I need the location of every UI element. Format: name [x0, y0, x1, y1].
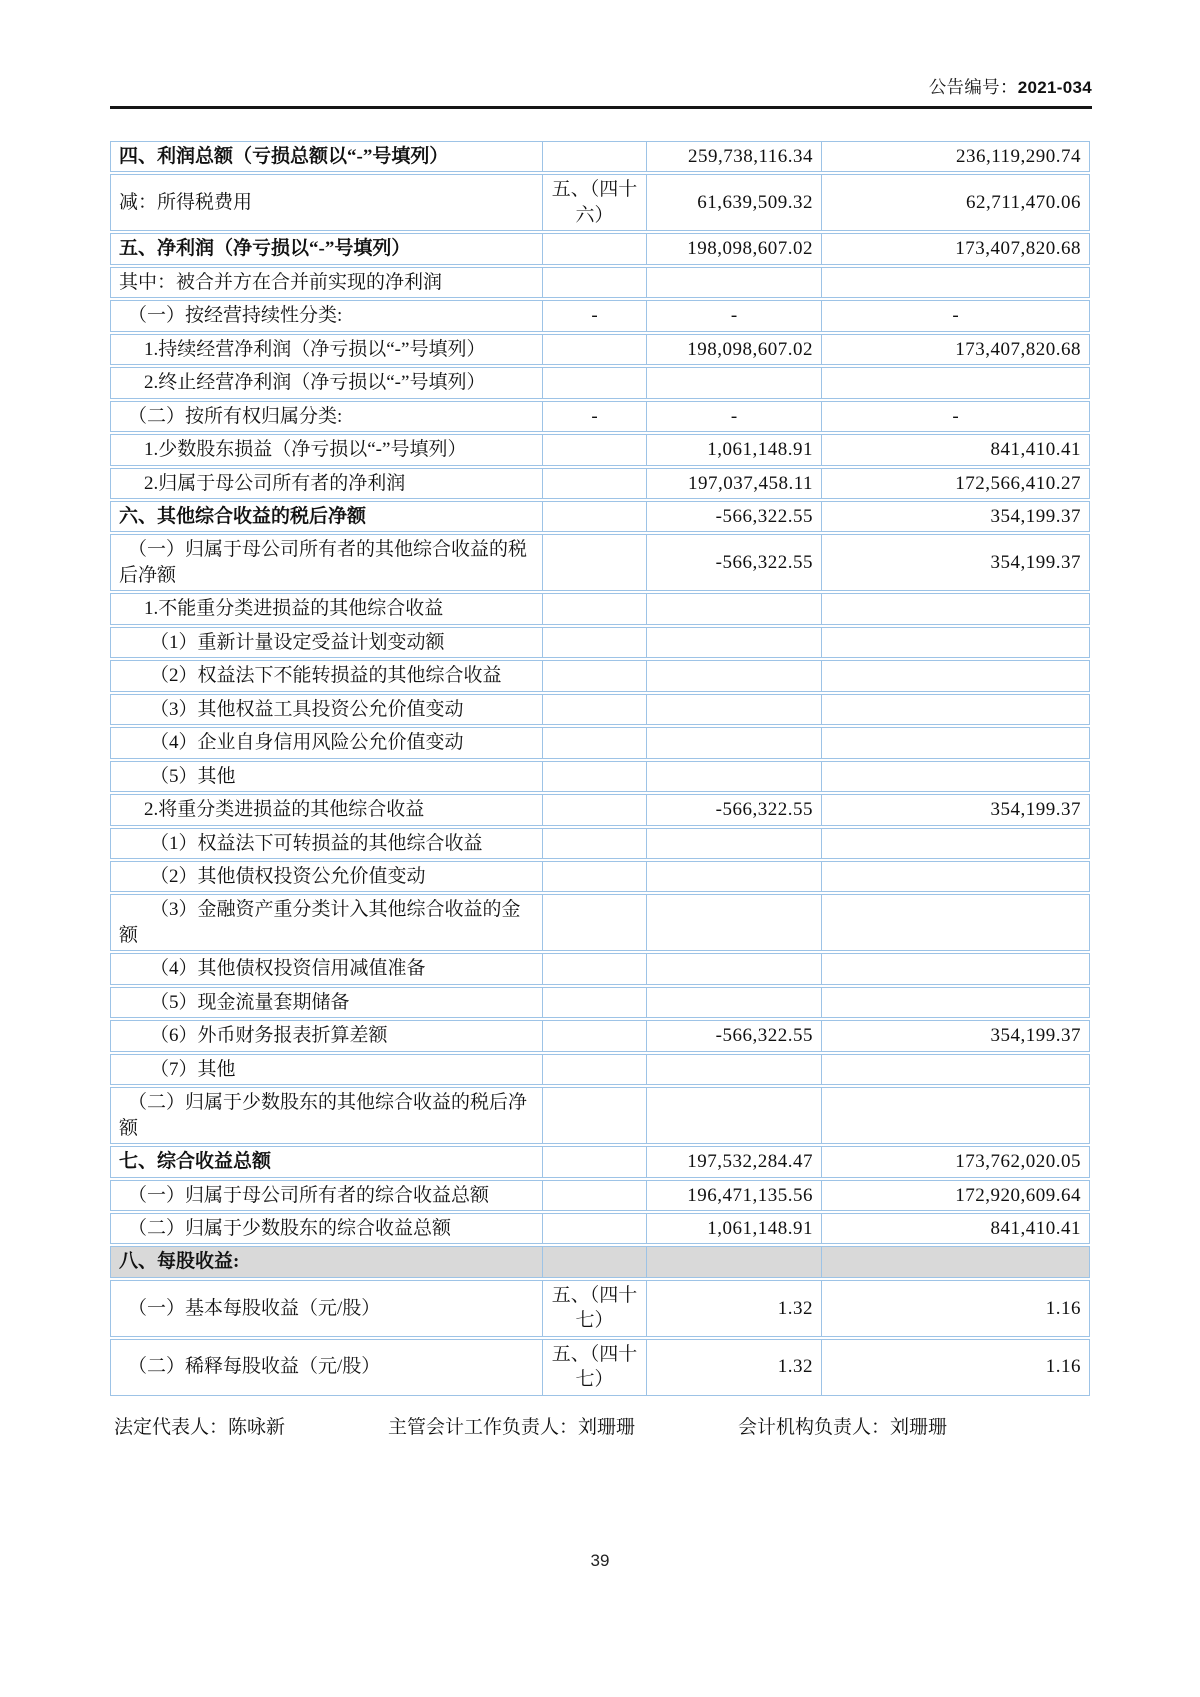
accounting-department-head: 会计机构负责人：刘珊珊	[738, 1417, 948, 1438]
table-row	[110, 794, 1090, 825]
table-row	[110, 1146, 1090, 1177]
current-period-value-cell: 198,098,607.02	[647, 233, 822, 264]
current-period-value-cell	[647, 694, 822, 725]
current-period-value-cell: -566,322.55	[647, 1020, 822, 1051]
current-period-value-cell: 1,061,148.91	[647, 434, 822, 465]
item-label-cell: （1）重新计量设定受益计划变动额	[110, 627, 543, 658]
table-row	[110, 1054, 1090, 1085]
item-label-cell: （4）其他债权投资信用减值准备	[110, 953, 543, 984]
note-reference-cell	[543, 1246, 647, 1277]
item-label-cell: 八、每股收益:	[110, 1246, 543, 1277]
announcement-label: 公告编号：	[928, 77, 1018, 97]
table-row	[110, 1280, 1090, 1337]
note-reference-cell: -	[543, 300, 647, 331]
income-statement-table	[110, 139, 1090, 1398]
item-label-cell: 2.将重分类进损益的其他综合收益	[110, 794, 543, 825]
item-label-cell: 六、其他综合收益的税后净额	[110, 501, 543, 532]
current-period-value-cell: -566,322.55	[647, 534, 822, 591]
current-period-value-cell: 1,061,148.91	[647, 1213, 822, 1244]
legal-representative: 法定代表人：陈咏新	[114, 1417, 286, 1438]
chief-accounting-officer: 主管会计工作负责人：刘珊珊	[388, 1417, 636, 1438]
table-row	[110, 1087, 1090, 1144]
current-period-value-cell: 61,639,509.32	[647, 174, 822, 231]
item-label-cell: （二）归属于少数股东的综合收益总额	[110, 1213, 543, 1244]
note-reference-cell	[543, 233, 647, 264]
prior-period-value-cell: 172,566,410.27	[822, 468, 1090, 499]
prior-period-value-cell	[822, 367, 1090, 398]
current-period-value-cell	[647, 861, 822, 892]
prior-period-value-cell: 841,410.41	[822, 1213, 1090, 1244]
item-label-cell: （二）稀释每股收益（元/股）	[110, 1339, 543, 1396]
table-row	[110, 1180, 1090, 1211]
note-reference-cell	[543, 367, 647, 398]
table-row	[110, 627, 1090, 658]
table-row	[110, 1020, 1090, 1051]
prior-period-value-cell: 172,920,609.64	[822, 1180, 1090, 1211]
current-period-value-cell: 198,098,607.02	[647, 334, 822, 365]
note-reference-cell	[543, 501, 647, 532]
table-row	[110, 233, 1090, 264]
note-reference-cell	[543, 1146, 647, 1177]
prior-period-value-cell	[822, 1054, 1090, 1085]
item-label-cell: （3）其他权益工具投资公允价值变动	[110, 694, 543, 725]
note-reference-cell	[543, 1087, 647, 1144]
note-reference-cell	[543, 1180, 647, 1211]
prior-period-value-cell: 354,199.37	[822, 534, 1090, 591]
prior-period-value-cell: 354,199.37	[822, 1020, 1090, 1051]
prior-period-value-cell	[822, 1087, 1090, 1144]
current-period-value-cell	[647, 267, 822, 298]
table-row	[110, 1213, 1090, 1244]
item-label-cell: 减：所得税费用	[110, 174, 543, 231]
table-row	[110, 761, 1090, 792]
note-reference-cell	[543, 1054, 647, 1085]
note-reference-cell: 五、（四十六）	[543, 174, 647, 231]
prior-period-value-cell	[822, 861, 1090, 892]
current-period-value-cell: 196,471,135.56	[647, 1180, 822, 1211]
current-period-value-cell: 197,532,284.47	[647, 1146, 822, 1177]
page-number: 39	[590, 1551, 610, 1570]
item-label-cell: 1.少数股东损益（净亏损以“-”号填列）	[110, 434, 543, 465]
item-label-cell: 1.持续经营净利润（净亏损以“-”号填列）	[110, 334, 543, 365]
note-reference-cell	[543, 694, 647, 725]
table-row	[110, 367, 1090, 398]
current-period-value-cell	[647, 660, 822, 691]
current-period-value-cell: 259,738,116.34	[647, 141, 822, 172]
note-reference-cell	[543, 468, 647, 499]
note-reference-cell	[543, 727, 647, 758]
current-period-value-cell	[647, 367, 822, 398]
table-row	[110, 534, 1090, 591]
current-period-value-cell	[647, 828, 822, 859]
table-row	[110, 727, 1090, 758]
prior-period-value-cell	[822, 1246, 1090, 1277]
table-row	[110, 174, 1090, 231]
prior-period-value-cell	[822, 727, 1090, 758]
signatories-row	[110, 1412, 1092, 1442]
table-row	[110, 987, 1090, 1018]
item-label-cell: （3）金融资产重分类计入其他综合收益的金额	[110, 894, 543, 951]
item-label-cell: （2）其他债权投资公允价值变动	[110, 861, 543, 892]
item-label-cell: 其中：被合并方在合并前实现的净利润	[110, 267, 543, 298]
note-reference-cell	[543, 987, 647, 1018]
current-period-value-cell: -	[647, 401, 822, 432]
current-period-value-cell: 197,037,458.11	[647, 468, 822, 499]
table-row	[110, 861, 1090, 892]
prior-period-value-cell	[822, 694, 1090, 725]
current-period-value-cell	[647, 987, 822, 1018]
prior-period-value-cell: 173,407,820.68	[822, 233, 1090, 264]
item-label-cell: （一）归属于母公司所有者的综合收益总额	[110, 1180, 543, 1211]
current-period-value-cell: 1.32	[647, 1339, 822, 1396]
income-statement-table-body	[110, 141, 1090, 1396]
note-reference-cell: 五、（四十七）	[543, 1339, 647, 1396]
table-row	[110, 593, 1090, 624]
table-row	[110, 501, 1090, 532]
item-label-cell: （1）权益法下可转损益的其他综合收益	[110, 828, 543, 859]
table-row	[110, 300, 1090, 331]
item-label-cell: 1.不能重分类进损益的其他综合收益	[110, 593, 543, 624]
prior-period-value-cell: -	[822, 401, 1090, 432]
prior-period-value-cell	[822, 593, 1090, 624]
prior-period-value-cell: 1.16	[822, 1280, 1090, 1337]
note-reference-cell	[543, 534, 647, 591]
prior-period-value-cell	[822, 627, 1090, 658]
table-row	[110, 468, 1090, 499]
item-label-cell: （7）其他	[110, 1054, 543, 1085]
table-row	[110, 894, 1090, 951]
current-period-value-cell: -566,322.55	[647, 794, 822, 825]
current-period-value-cell	[647, 627, 822, 658]
current-period-value-cell: 1.32	[647, 1280, 822, 1337]
prior-period-value-cell: 236,119,290.74	[822, 141, 1090, 172]
note-reference-cell	[543, 1020, 647, 1051]
note-reference-cell	[543, 828, 647, 859]
table-row	[110, 953, 1090, 984]
current-period-value-cell	[647, 894, 822, 951]
item-label-cell: （5）其他	[110, 761, 543, 792]
table-row	[110, 434, 1090, 465]
prior-period-value-cell	[822, 660, 1090, 691]
item-label-cell: （6）外币财务报表折算差额	[110, 1020, 543, 1051]
current-period-value-cell: -	[647, 300, 822, 331]
item-label-cell: （5）现金流量套期储备	[110, 987, 543, 1018]
prior-period-value-cell: 841,410.41	[822, 434, 1090, 465]
table-row	[110, 141, 1090, 172]
prior-period-value-cell	[822, 828, 1090, 859]
note-reference-cell	[543, 1213, 647, 1244]
prior-period-value-cell: 62,711,470.06	[822, 174, 1090, 231]
item-label-cell: （一）归属于母公司所有者的其他综合收益的税后净额	[110, 534, 543, 591]
current-period-value-cell	[647, 727, 822, 758]
note-reference-cell: -	[543, 401, 647, 432]
prior-period-value-cell: 173,407,820.68	[822, 334, 1090, 365]
item-label-cell: 2.归属于母公司所有者的净利润	[110, 468, 543, 499]
prior-period-value-cell: 354,199.37	[822, 501, 1090, 532]
table-row	[110, 1246, 1090, 1277]
current-period-value-cell: -566,322.55	[647, 501, 822, 532]
note-reference-cell	[543, 660, 647, 691]
table-row	[110, 828, 1090, 859]
item-label-cell: （4）企业自身信用风险公允价值变动	[110, 727, 543, 758]
table-row	[110, 660, 1090, 691]
note-reference-cell	[543, 434, 647, 465]
current-period-value-cell	[647, 1054, 822, 1085]
prior-period-value-cell	[822, 894, 1090, 951]
table-row	[110, 267, 1090, 298]
announcement-value: 2021-034	[1017, 78, 1092, 97]
item-label-cell: （二）归属于少数股东的其他综合收益的税后净额	[110, 1087, 543, 1144]
note-reference-cell	[543, 953, 647, 984]
current-period-value-cell	[647, 761, 822, 792]
prior-period-value-cell	[822, 267, 1090, 298]
current-period-value-cell	[647, 593, 822, 624]
prior-period-value-cell	[822, 953, 1090, 984]
announcement-number	[110, 74, 1092, 99]
prior-period-value-cell: -	[822, 300, 1090, 331]
note-reference-cell	[543, 141, 647, 172]
prior-period-value-cell	[822, 987, 1090, 1018]
note-reference-cell	[543, 627, 647, 658]
item-label-cell: （一）基本每股收益（元/股）	[110, 1280, 543, 1337]
current-period-value-cell	[647, 953, 822, 984]
note-reference-cell	[543, 593, 647, 624]
table-row	[110, 401, 1090, 432]
item-label-cell: 七、综合收益总额	[110, 1146, 543, 1177]
note-reference-cell	[543, 761, 647, 792]
prior-period-value-cell	[822, 761, 1090, 792]
table-row	[110, 1339, 1090, 1396]
header-divider-line	[110, 106, 1092, 109]
note-reference-cell	[543, 794, 647, 825]
prior-period-value-cell: 1.16	[822, 1339, 1090, 1396]
prior-period-value-cell: 354,199.37	[822, 794, 1090, 825]
table-row	[110, 694, 1090, 725]
note-reference-cell: 五、（四十七）	[543, 1280, 647, 1337]
note-reference-cell	[543, 861, 647, 892]
current-period-value-cell	[647, 1087, 822, 1144]
current-period-value-cell	[647, 1246, 822, 1277]
item-label-cell: 五、净利润（净亏损以“-”号填列）	[110, 233, 543, 264]
note-reference-cell	[543, 894, 647, 951]
item-label-cell: （2）权益法下不能转损益的其他综合收益	[110, 660, 543, 691]
note-reference-cell	[543, 267, 647, 298]
prior-period-value-cell: 173,762,020.05	[822, 1146, 1090, 1177]
note-reference-cell	[543, 334, 647, 365]
item-label-cell: 四、利润总额（亏损总额以“-”号填列）	[110, 141, 543, 172]
item-label-cell: （一）按经营持续性分类:	[110, 300, 543, 331]
item-label-cell: （二）按所有权归属分类:	[110, 401, 543, 432]
table-row	[110, 334, 1090, 365]
item-label-cell: 2.终止经营净利润（净亏损以“-”号填列）	[110, 367, 543, 398]
